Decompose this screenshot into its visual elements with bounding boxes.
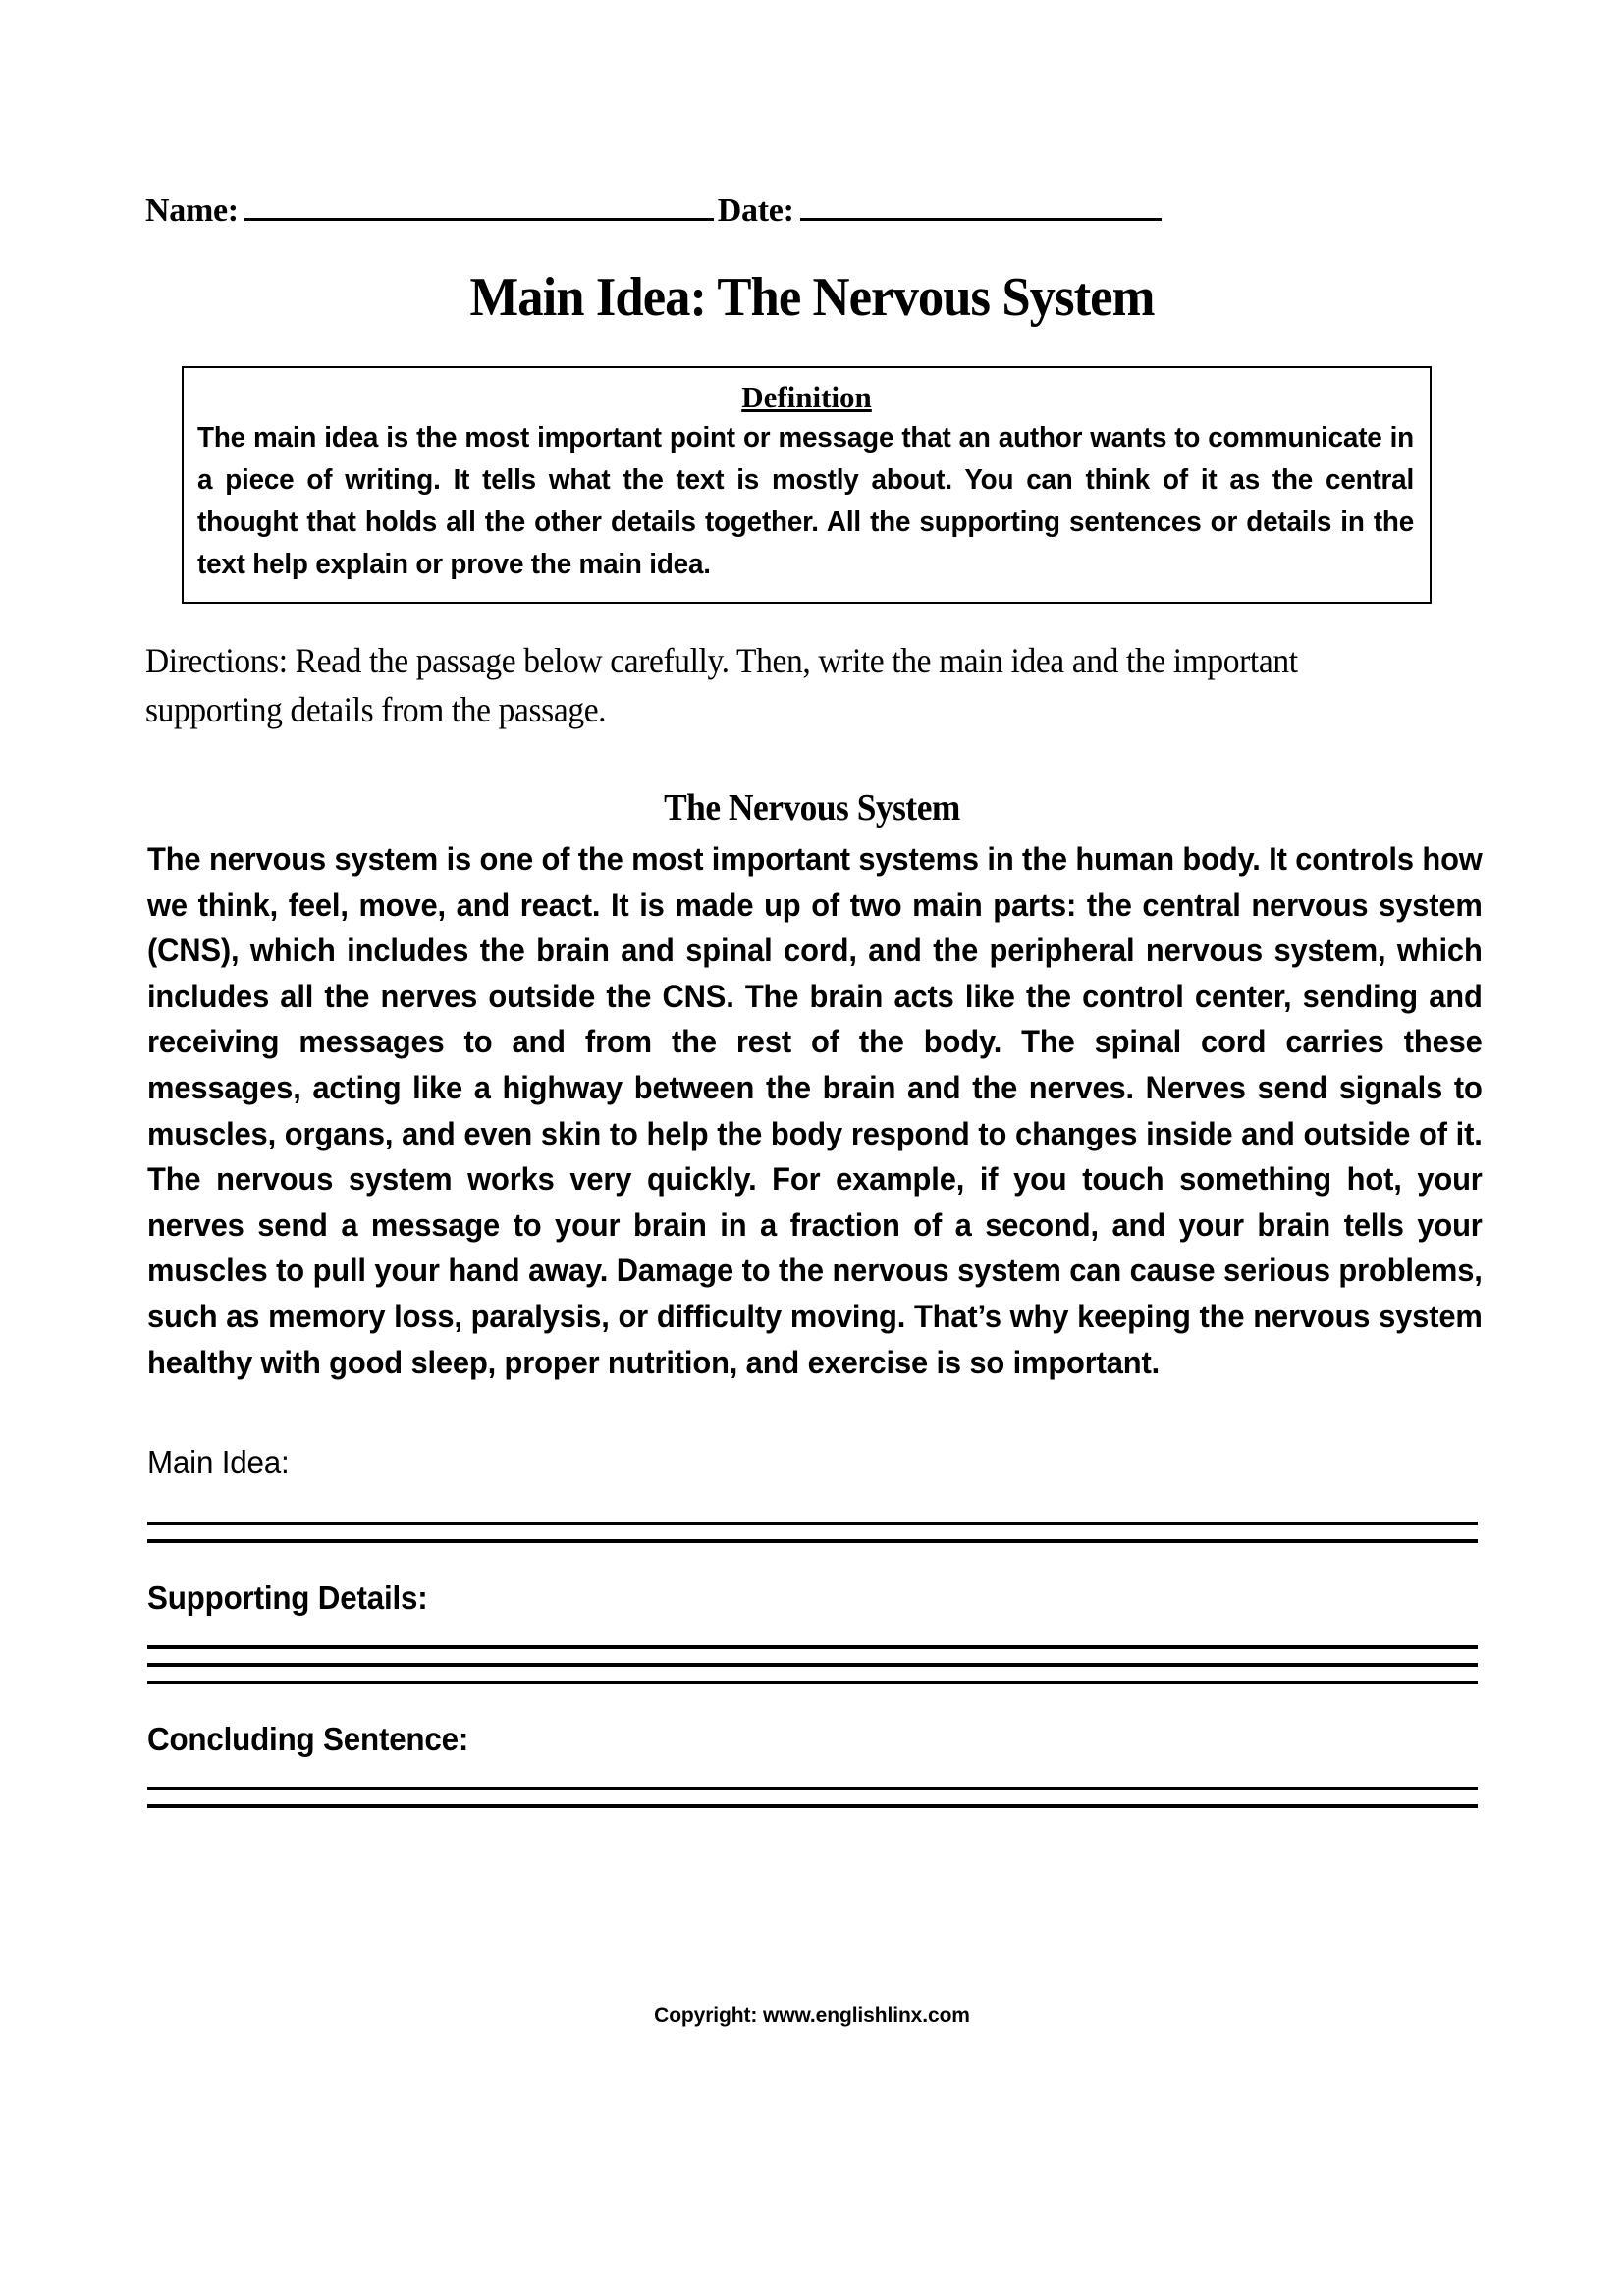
spacer bbox=[147, 1667, 1478, 1681]
date-input-line[interactable] bbox=[800, 194, 1162, 221]
spacer bbox=[147, 1761, 1478, 1787]
spacer bbox=[147, 1790, 1478, 1804]
name-input-line[interactable] bbox=[244, 194, 714, 221]
concluding-sentence-label: Concluding Sentence: bbox=[147, 1721, 469, 1757]
spacer bbox=[147, 1543, 1478, 1576]
copyright-footer: Copyright: www.englishlinx.com bbox=[654, 2004, 970, 2027]
answer-area bbox=[147, 1441, 1478, 1808]
name-label: Name: bbox=[145, 192, 239, 229]
definition-heading: Definition bbox=[741, 380, 872, 414]
date-label: Date: bbox=[717, 192, 794, 229]
spacer bbox=[147, 1525, 1478, 1539]
main-idea-label: Main Idea: bbox=[147, 1444, 290, 1480]
directions-text: Directions: Read the passage below carefully. Then, write the main idea and the important supporting details from the passage. bbox=[145, 641, 1298, 729]
passage-heading: The Nervous System bbox=[664, 787, 960, 828]
spacer bbox=[147, 1484, 1478, 1522]
spacer bbox=[147, 1649, 1478, 1663]
concluding-sentence-answer-line[interactable] bbox=[147, 1804, 1478, 1808]
name-date-row bbox=[145, 192, 1481, 238]
passage-body: The nervous system is one of the most important systems in the human body. It controls how we think, feel, move, and react. It is made up of two main parts: the central nervous system (CNS), which includes the brain and spinal cord, and the peripheral nervous system, which includes all the nerves outside the CNS. The brain acts like the control center, sending and receiving messages to and from the rest of the body. The spinal cord carries these messages, acting like a highway between the brain and the nerves. Nerves send signals to muscles, organs, and even skin to help the body respond to changes inside and outside of it. The nervous system works very quickly. For example, if you touch something hot, your nerves send a message to your brain in a fraction of a second, and your brain tells your muscles to pull your hand away. Damage to the nervous system can cause serious problems, such as memory loss, paralysis, or difficulty moving. That’s why keeping the nervous system healthy with good sleep, proper nutrition, and exercise is so important. bbox=[147, 841, 1483, 1380]
definition-box bbox=[182, 366, 1432, 604]
page-title: Main Idea: The Nervous System bbox=[469, 267, 1155, 328]
supporting-details-label: Supporting Details: bbox=[147, 1579, 428, 1616]
spacer bbox=[147, 1684, 1478, 1718]
definition-body: The main idea is the most important point or message that an author wants to communicate in a piece of writing. It tells what the text is mostly about. You can think of it as the central thought that holds all the other details together. All the supporting sentences or details in the text help explain or prove the main idea. bbox=[197, 422, 1414, 580]
spacer bbox=[147, 1620, 1478, 1645]
